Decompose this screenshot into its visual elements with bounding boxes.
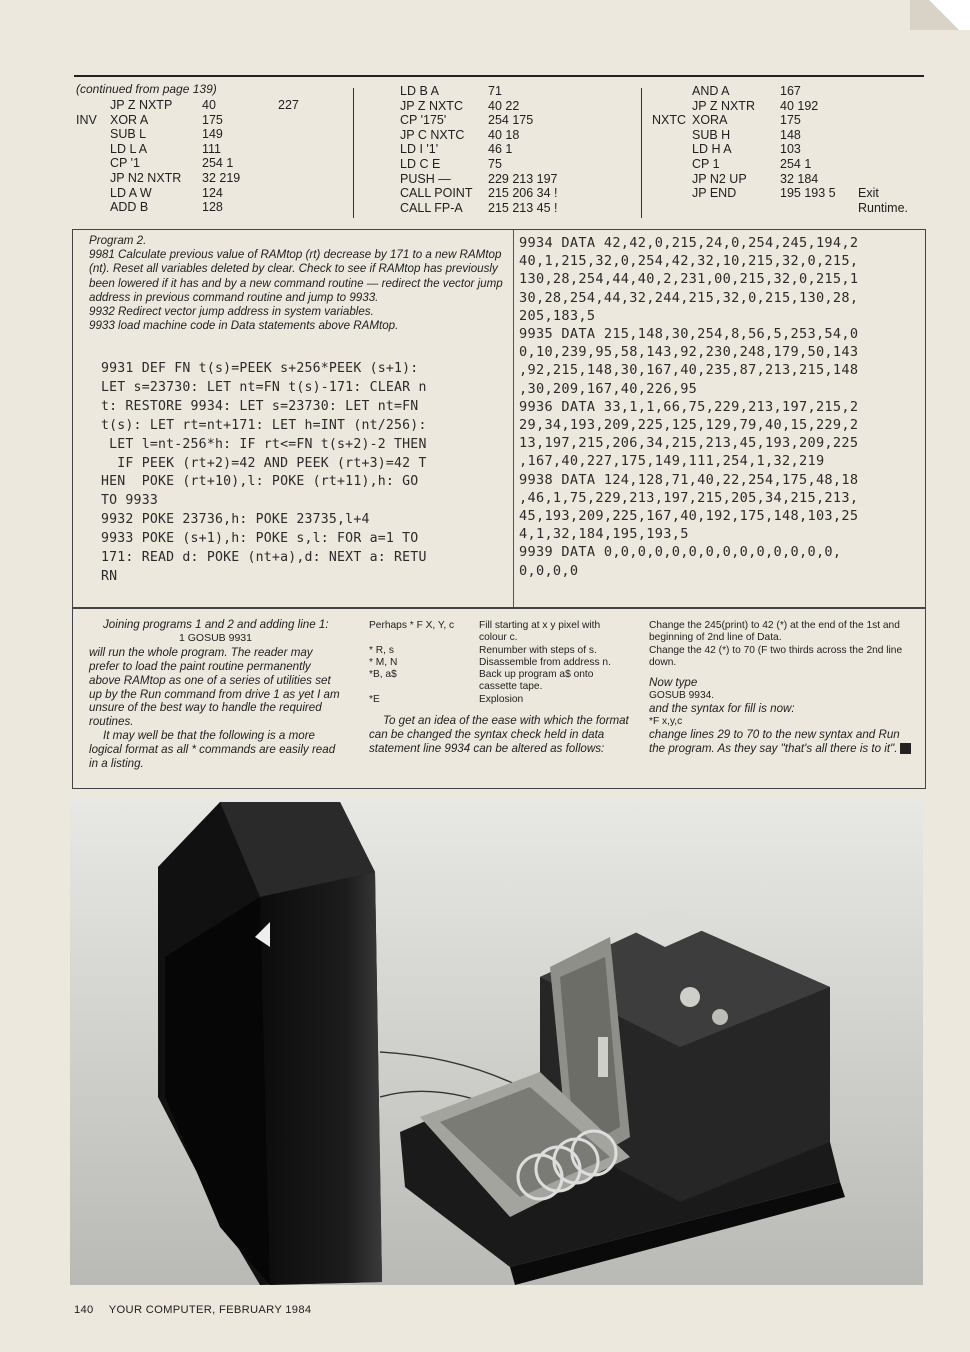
data-line: 9934 DATA 42,42,0,215,24,0,254,245,194,2 bbox=[519, 235, 859, 251]
data-line: 9939 DATA 0,0,0,0,0,0,0,0,0,0,0,0,0,0, bbox=[519, 544, 842, 561]
now-type-label: Now type bbox=[649, 675, 698, 689]
data-line: 205,183,5 bbox=[519, 307, 596, 324]
asm-op: JP N2 UP bbox=[692, 171, 747, 186]
asm-val: 46 1 bbox=[488, 142, 513, 157]
syntax-label: and the syntax for fill is now: bbox=[649, 701, 795, 715]
asm-val: 128 bbox=[202, 200, 223, 215]
basic-line: TO 9933 bbox=[101, 493, 158, 509]
program2-box bbox=[72, 229, 926, 609]
page-number: 140 bbox=[74, 1304, 94, 1316]
asm-val: 148 bbox=[780, 127, 801, 142]
data-line: 4,1,32,184,195,193,5 bbox=[519, 526, 689, 543]
asm-val: 32 184 bbox=[780, 171, 819, 186]
asm-val: 75 bbox=[488, 156, 502, 171]
fill-syntax: *F x,y,c bbox=[649, 715, 683, 727]
top-rule bbox=[74, 75, 924, 77]
asm-val2: 227 bbox=[278, 98, 299, 112]
asm-row bbox=[76, 127, 336, 142]
asm-row bbox=[652, 128, 922, 143]
asm-op: SUB H bbox=[692, 127, 731, 142]
column-divider bbox=[353, 88, 354, 218]
asm-row bbox=[652, 201, 922, 216]
joining-paragraph: will run the whole program. The reader may prefer to load the paint routine permanently above RAMtop as one of a series of utilities set up by the Run command from drive 1 as yet I am unsure of the best way to handle the required routines. bbox=[89, 645, 340, 729]
asm-row bbox=[400, 157, 640, 172]
asm-val: 175 bbox=[202, 112, 223, 127]
joining-box bbox=[72, 607, 926, 789]
asm-row bbox=[652, 186, 922, 201]
asm-val: 167 bbox=[780, 84, 801, 98]
joining-intro: Joining programs 1 and 2 and adding line 1: bbox=[103, 618, 329, 631]
command-syntax: Perhaps * F X, Y, c bbox=[369, 620, 455, 631]
data-line: 9938 DATA 124,128,71,40,22,254,175,48,18 bbox=[519, 471, 859, 488]
asm-op: AND A bbox=[692, 84, 730, 98]
asm-op: JP N2 NXTR bbox=[110, 170, 182, 185]
asm-column-3 bbox=[652, 84, 922, 215]
joining-paragraph: To get an idea of the ease with which the format can be changed the syntax check held in data statement line 9934 can be altered as follows: bbox=[369, 714, 629, 755]
asm-val: 32 219 bbox=[202, 170, 241, 185]
asm-row bbox=[76, 156, 336, 171]
data-line: ,167,40,227,175,149,111,254,1,32,219 bbox=[519, 453, 825, 470]
closing-text: change lines 29 to 70 to the new syntax and Run the program. As they say "that's all there is to it". bbox=[649, 728, 900, 756]
basic-line: t: RESTORE 9934: LET s=23730: LET nt=FN bbox=[101, 398, 419, 414]
asm-row bbox=[652, 99, 922, 114]
basic-line: LET s=23730: LET nt=FN t(s)-171: CLEAR n bbox=[101, 379, 427, 395]
asm-val: 71 bbox=[488, 84, 502, 98]
asm-row bbox=[652, 113, 922, 128]
closing-paragraph bbox=[649, 728, 911, 756]
asm-op: JP Z NXTP bbox=[110, 98, 173, 112]
command-description: Explosion bbox=[479, 693, 524, 705]
asm-row bbox=[400, 128, 640, 143]
asm-note: Runtime. bbox=[858, 200, 909, 215]
basic-line: 9932 POKE 23736,h: POKE 23735,l+4 bbox=[101, 512, 370, 528]
asm-note: Exit bbox=[858, 186, 879, 201]
basic-line: IF PEEK (rt+2)=42 AND PEEK (rt+3)=42 T bbox=[101, 455, 427, 471]
command-description: Disassemble from address n. bbox=[479, 656, 611, 668]
asm-op: LD I '1' bbox=[400, 142, 439, 157]
command-row bbox=[369, 657, 629, 669]
asm-op: ADD B bbox=[110, 200, 149, 215]
page-footer bbox=[74, 1304, 323, 1316]
asm-column-1 bbox=[76, 98, 336, 215]
asm-val: 40 22 bbox=[488, 98, 520, 113]
asm-val: 215 206 34 ! bbox=[488, 186, 558, 201]
gosub-line: 1 GOSUB 9931 bbox=[179, 631, 252, 644]
data-line: 13,197,215,206,34,215,213,45,193,209,225 bbox=[519, 435, 859, 452]
data-line: 0,10,239,95,58,143,92,230,248,179,50,143 bbox=[519, 344, 859, 361]
data-line: 130,28,254,44,40,2,231,00,215,32,0,215,1 bbox=[519, 271, 859, 288]
asm-op: CALL FP-A bbox=[400, 200, 463, 215]
asm-op: JP Z NXTC bbox=[400, 98, 463, 113]
asm-row bbox=[400, 172, 640, 187]
basic-line: HEN POKE (rt+10),l: POKE (rt+11),h: GO bbox=[101, 474, 419, 490]
asm-row bbox=[652, 142, 922, 157]
joining-column-1 bbox=[89, 618, 344, 771]
magazine-issue: YOUR COMPUTER, FEBRUARY 1984 bbox=[108, 1304, 312, 1316]
asm-op: LD C E bbox=[400, 156, 441, 171]
joining-column-3 bbox=[649, 620, 911, 756]
asm-column-2 bbox=[400, 84, 640, 215]
gosub-command: GOSUB 9934. bbox=[649, 689, 715, 701]
asm-row bbox=[400, 113, 640, 128]
command-description: Renumber with steps of s. bbox=[479, 644, 597, 656]
program2-title: Program 2. bbox=[89, 234, 147, 247]
program2-desc-line: 9933 load machine code in Data statements above RAMtop. bbox=[89, 319, 399, 333]
basic-line: 9933 POKE (s+1),h: POKE s,l: FOR a=1 TO bbox=[101, 531, 419, 547]
asm-label: NXTC bbox=[652, 113, 687, 128]
asm-row bbox=[400, 99, 640, 114]
asm-row bbox=[76, 113, 336, 128]
asm-op: XORA bbox=[692, 113, 728, 128]
asm-row bbox=[76, 142, 336, 157]
command-syntax: * R, s bbox=[369, 644, 394, 656]
asm-row bbox=[652, 172, 922, 187]
data-line: 30,28,254,44,32,244,215,32,0,215,130,28, bbox=[519, 289, 859, 306]
asm-op: JP C NXTC bbox=[400, 127, 465, 142]
asm-row bbox=[652, 84, 922, 99]
asm-op: CP '175' bbox=[400, 113, 447, 128]
asm-label: INV bbox=[76, 112, 97, 127]
asm-row bbox=[400, 84, 640, 99]
data-line: 9936 DATA 33,1,1,66,75,229,213,197,215,2 bbox=[519, 398, 859, 415]
data-line: ,46,1,75,229,213,197,215,205,34,215,213, bbox=[519, 489, 859, 506]
command-description: Fill starting at x y pixel with colour c. bbox=[479, 620, 601, 644]
joining-column-2 bbox=[369, 620, 629, 756]
asm-op: CP 1 bbox=[692, 156, 720, 171]
asm-op: LD A W bbox=[110, 185, 152, 200]
hardware-photo bbox=[70, 797, 923, 1285]
asm-val: 103 bbox=[780, 142, 801, 157]
asm-op: JP END bbox=[692, 186, 737, 201]
command-syntax: *B, a$ bbox=[369, 669, 397, 681]
program2-description bbox=[89, 234, 507, 333]
command-description: Back up program a$ onto cassette tape. bbox=[479, 669, 594, 693]
asm-op: XOR A bbox=[110, 112, 149, 127]
data-line: 0,0,0,0 bbox=[519, 562, 579, 579]
data-line: ,92,215,148,30,167,40,235,87,213,215,148 bbox=[519, 362, 859, 379]
hardware-photo-illustration bbox=[70, 797, 923, 1285]
asm-row bbox=[76, 171, 336, 186]
asm-val: 124 bbox=[202, 185, 223, 200]
command-list bbox=[369, 620, 629, 706]
column-divider bbox=[641, 88, 642, 218]
asm-op: LD L A bbox=[110, 141, 148, 156]
basic-line: t(s): LET rt=nt+171: LET h=INT (nt/256): bbox=[101, 417, 427, 433]
asm-row bbox=[76, 98, 336, 113]
asm-op: SUB L bbox=[110, 127, 147, 142]
asm-val: 229 213 197 bbox=[488, 171, 558, 186]
asm-val: 40 192 bbox=[780, 98, 819, 113]
asm-op: JP Z NXTR bbox=[692, 98, 755, 113]
program2-desc-line: 9981 Calculate previous value of RAMtop (rt) decrease by 171 to a new RAMtop (nt). Reset all variables deleted by clear. Check to see if RAMtop has previously been lowered if it has and by a new command routine — redirect the vector jump address in previous command routine and jump to 9933. bbox=[89, 248, 503, 304]
data-listing bbox=[519, 234, 919, 580]
command-row bbox=[369, 669, 629, 694]
asm-op: LD H A bbox=[692, 142, 732, 157]
command-syntax: *E bbox=[369, 693, 380, 705]
asm-val: 175 bbox=[780, 113, 801, 128]
page-corner-fold bbox=[910, 0, 970, 30]
data-line: 45,193,209,225,167,40,192,175,148,103,25 bbox=[519, 508, 859, 525]
asm-row bbox=[652, 157, 922, 172]
asm-op: CP '1 bbox=[110, 156, 140, 171]
asm-val: 40 bbox=[202, 98, 216, 112]
data-line: ,30,209,167,40,226,95 bbox=[519, 380, 698, 397]
asm-op: PUSH — bbox=[400, 171, 451, 186]
basic-line: 9931 DEF FN t(s)=PEEK s+256*PEEK (s+1): bbox=[101, 361, 419, 376]
continued-note: (continued from page 139) bbox=[76, 82, 217, 96]
joining-paragraph: It may well be that the following is a more logical format as all * commands are easily read in a listing. bbox=[89, 729, 336, 771]
asm-val: 254 175 bbox=[488, 113, 534, 128]
command-row bbox=[369, 645, 629, 657]
program2-desc-line: 9932 Redirect vector jump address in system variables. bbox=[89, 305, 374, 319]
program2-divider bbox=[513, 230, 514, 608]
basic-line: 171: READ d: POKE (nt+a),d: NEXT a: RETU bbox=[101, 550, 427, 566]
asm-val: 254 1 bbox=[780, 156, 812, 171]
end-mark-icon bbox=[900, 743, 911, 754]
asm-row bbox=[400, 142, 640, 157]
command-syntax: * M, N bbox=[369, 656, 398, 668]
basic-line: RN bbox=[101, 568, 118, 584]
asm-val: 40 18 bbox=[488, 127, 520, 142]
asm-row bbox=[76, 200, 336, 215]
command-row bbox=[369, 620, 629, 645]
asm-val: 215 213 45 ! bbox=[488, 200, 558, 215]
data-line: 40,1,215,32,0,254,42,32,10,215,32,0,215, bbox=[519, 253, 859, 270]
command-row bbox=[369, 694, 629, 706]
asm-val: 149 bbox=[202, 127, 223, 142]
instruction-line: Change the 245(print) to 42 (*) at the end of the 1st and beginning of 2nd line of Data. bbox=[649, 620, 900, 644]
asm-row bbox=[400, 186, 640, 201]
data-line: 9935 DATA 215,148,30,254,8,56,5,253,54,0 bbox=[519, 326, 859, 343]
asm-row bbox=[400, 201, 640, 216]
asm-op: LD B A bbox=[400, 84, 439, 98]
data-line: 29,34,193,209,225,125,129,79,40,15,229,2 bbox=[519, 417, 859, 434]
asm-row bbox=[76, 186, 336, 201]
asm-val: 195 193 5 bbox=[780, 186, 836, 201]
basic-line: LET l=nt-256*h: IF rt<=FN t(s+2)-2 THEN bbox=[101, 436, 427, 452]
asm-op: CALL POINT bbox=[400, 186, 473, 201]
instruction-line: Change the 42 (*) to 70 (F two thirds across the 2nd line down. bbox=[649, 644, 903, 669]
asm-val: 254 1 bbox=[202, 156, 234, 171]
asm-val: 111 bbox=[202, 141, 222, 156]
basic-listing bbox=[101, 360, 521, 587]
